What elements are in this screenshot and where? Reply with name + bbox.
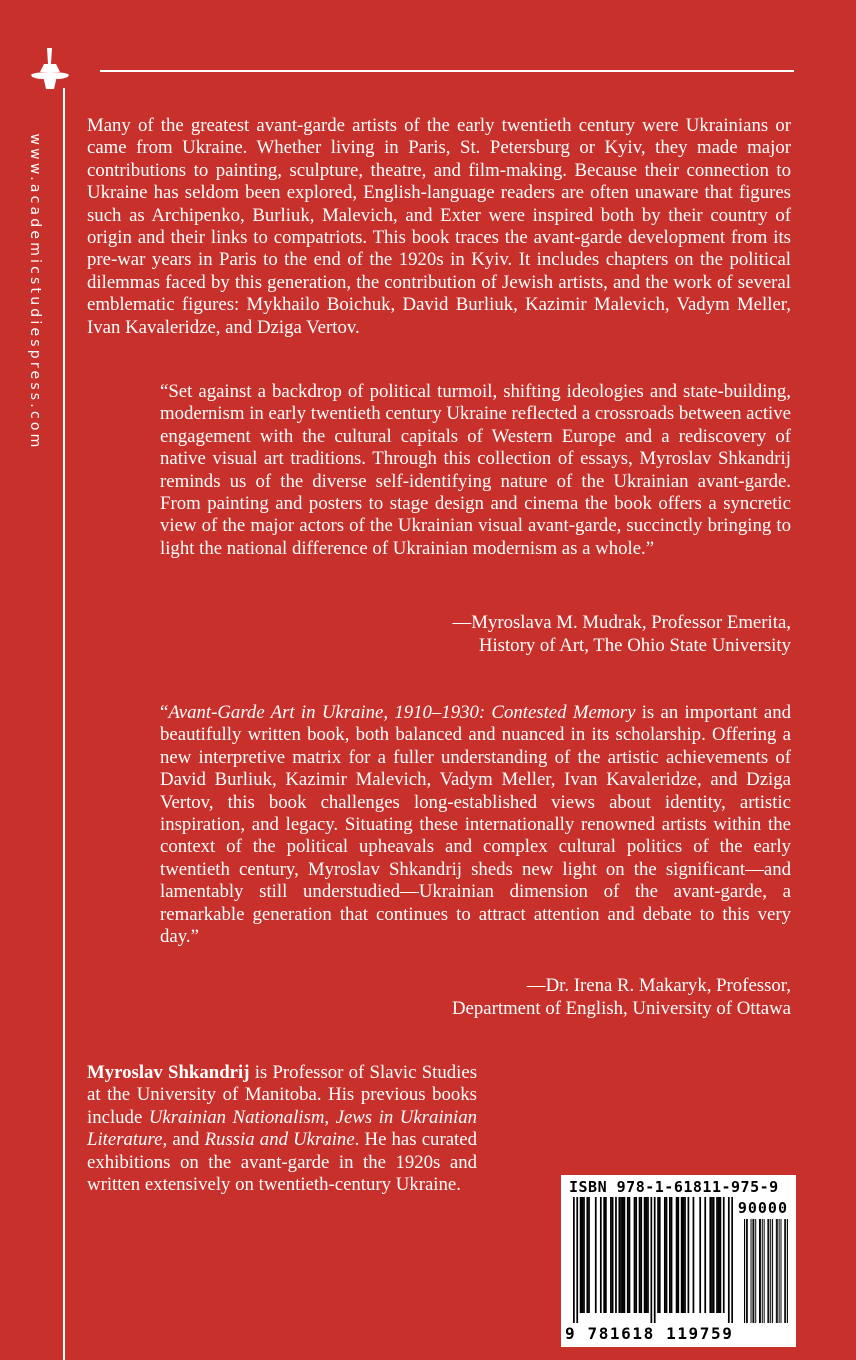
barcode-bar [682,1197,684,1313]
endorsement-quote-1: “Set against a backdrop of political turmoil, shifting ideologies and state-building, modernism in early twentieth century Ukraine reflected a crossroads between active engagement with the cultural capitals of Western Europe and a rediscovery of native visual art traditions. Through this collection of essays, Myroslav Shkandrij reminds us of the diverse self-identifying nature of the Ukrainian avant-garde. From painting and posters to stage design and cinema the book offers a syncretic view of the major actors of the Ukrainian visual avant-garde, succinctly bringing to light the national difference of Ukrainian modernism as a whole.” [160,381,791,559]
barcode-addon-bar [753,1219,754,1323]
barcode-bar [664,1197,666,1313]
price-code: 90000 [737,1199,788,1217]
barcode-bar [645,1197,647,1313]
barcode-bar [629,1197,631,1313]
barcode-bar [718,1197,720,1313]
barcode-addon-bar [770,1219,771,1323]
barcode-bar [704,1197,706,1313]
barcode-bar [588,1197,590,1313]
barcode-addon-bar [768,1219,769,1323]
endorsement-quote-2 [160,702,791,948]
bio-book-2: Jews in Ukrainian Literature [87,1106,477,1151]
barcode-bar [634,1197,636,1313]
barcode-addon-bar [787,1219,788,1323]
endorsement-attribution-1 [291,612,791,657]
barcode-bar [622,1197,624,1313]
barcode-bar [640,1197,642,1313]
barcode-bar [635,1197,637,1313]
barcode-addon-bar [781,1219,782,1323]
barcode-bar [677,1197,679,1313]
barcode-addon-bar [776,1219,777,1323]
barcode-bar [666,1197,668,1313]
barcode-addon-bar [777,1219,778,1323]
attribution-1-line-1: —Myroslava M. Mudrak, Professor Emerita, [452,612,791,633]
endorsement-attribution-2 [291,975,791,1020]
barcode-addon-bar [767,1219,768,1323]
barcode-bar [586,1197,588,1313]
barcode-bar [669,1197,671,1313]
barcode-bar [576,1197,578,1323]
barcode-addon-bar [744,1219,745,1323]
barcode-bar [595,1197,597,1313]
author-name: Myroslav Shkandrij [87,1062,250,1083]
quote-2-text: is an important and beautifully written book, both balanced and nuanced in its scholarship. Offering a new interpretive matrix for a fuller understanding of the artistic achievements of David Burliuk, Kazimir Malevich, Vadym Meller, Ivan Kavaleridze, and Dziga Vertov, this book challenges long-established views about identity, artistic inspiration, and legacy. Situating these internationally renowned artists within the context of the political upheavals and complex cultural politics of the early twentieth century, Myroslav Shkandrij sheds new light on the significant—and lamentably still understudied—Ukrainian dimension of the avant-garde, a remarkable generation that continues to attract attention and debate to this very day.” [160,702,791,948]
barcode-addon-bar [784,1219,785,1323]
book-description: Many of the greatest avant-garde artists of the early twentieth century were Ukrainians or came from Ukraine. Whether living in Paris, St. Petersburg or Kyiv, they made major contributions to painting, sculpture, theatre, and film-making. Because their connection to Ukraine has seldom been explored, English-language readers are often unaware that figures such as Archipenko, Burliuk, Malevich, and Exter were inspired both by their country of origin and their links to compatriots. This book traces the avant-garde development from its pre-war years in Paris to the end of the 1920s in Kyiv. It includes chapters on the political dilemmas faced by this generation, the contribution of Jewish artists, and the work of several emblematic figures: Mykhailo Boichuk, David Burliuk, Kazimir Malevich, Vadym Meller, Ivan Kavaleridze, and Dziga Vertov. [87,115,791,338]
barcode-bar [580,1197,582,1313]
barcode-addon-bar [762,1219,763,1323]
barcode-number: 9 781618 119759 [565,1324,734,1343]
bio-book-1: Ukrainian Nationalism, [148,1106,330,1128]
bio-text-1: is Professor of Slavic Studies at the University of Manitoba. His previous books include [87,1062,478,1128]
barcode-bar [573,1197,575,1323]
attribution-2-line-1: —Dr. Irena R. Makaryk, Professor, [526,975,791,996]
barcode-bar [659,1197,661,1313]
barcode-addon-bar [751,1219,752,1323]
barcode-bar [600,1197,602,1313]
barcode-bar [657,1197,659,1313]
top-rule [100,70,794,72]
barcode-bar [615,1197,617,1313]
barcode-bar [639,1197,641,1313]
barcode-bar [612,1197,614,1313]
barcode-addon-bar [755,1219,756,1323]
barcode-addon-bar [746,1219,747,1323]
barcode-bar [731,1197,733,1323]
barcode-addon-bar [772,1219,773,1323]
isbn-barcode [561,1175,796,1347]
barcode-bar [681,1197,683,1313]
barcode-bar [647,1197,649,1313]
barcode-bar [728,1197,730,1323]
barcode-bar [688,1197,690,1313]
barcode-addon-bar [785,1219,786,1323]
quote-2-book-title: Avant-Garde Art in Ukraine, 1910–1930: Contested Memory [168,702,636,723]
barcode-bar [693,1197,695,1313]
author-bio [87,1062,477,1196]
barcode-bar [711,1197,713,1313]
barcode-bar [654,1197,656,1323]
publisher-logo-icon [30,46,70,90]
barcode-bar [624,1197,626,1313]
barcode-addon-bar [760,1219,761,1323]
barcode-bar [723,1197,725,1313]
publisher-website-text: www.academicstudiespress.com [27,133,43,451]
quote-2-open-mark: “ [160,702,169,723]
barcode-bar [709,1197,711,1313]
isbn-label: ISBN 978-1-61811-975-9 [569,1178,779,1196]
barcode-addon-bar [759,1219,760,1323]
barcode-addon-bars [744,1219,788,1323]
barcode-addon-bar [764,1219,765,1323]
barcode-bar [716,1197,718,1313]
barcode-bar [684,1197,686,1313]
publisher-website [24,120,46,464]
attribution-2-line-2: Department of English, University of Ottawa [451,997,791,1019]
barcode-bar [650,1197,652,1323]
attribution-1-line-2: History of Art, The Ohio State University [478,634,791,656]
barcode-bar [627,1197,629,1313]
barcode-bar [583,1197,585,1313]
barcode-bar [676,1197,678,1313]
barcode-bar [713,1197,715,1313]
bio-text-2: , and [162,1129,205,1151]
barcode-bar [610,1197,612,1313]
left-rule [63,88,65,1360]
barcode-bar [620,1197,622,1313]
barcode-bar [618,1197,620,1313]
barcode-bar [644,1197,646,1313]
barcode-bar [581,1197,583,1313]
barcode-bar [605,1197,607,1313]
barcode-addon-bar [779,1219,780,1323]
barcode-bar [671,1197,673,1313]
bio-book-3: Russia and Ukraine [204,1129,355,1151]
barcode-addon-bar [752,1219,753,1323]
barcode-bar [699,1197,701,1313]
barcode-main-bars [573,1197,733,1323]
bio-text-3: . He has curated exhibitions on the avant-garde in the 1920s and written extensively on twentieth-century Ukraine. [87,1129,477,1196]
barcode-bar [720,1197,722,1313]
barcode-addon-bar [747,1219,748,1323]
barcode-bar [603,1197,605,1313]
